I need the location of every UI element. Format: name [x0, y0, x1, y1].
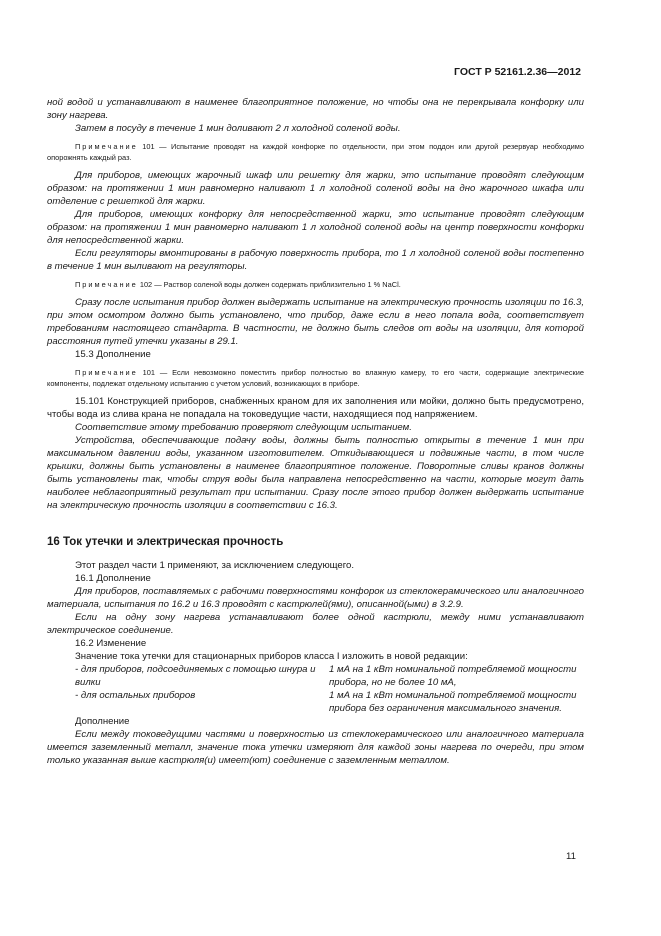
- subsection-heading: 16.2 Изменение: [75, 638, 147, 649]
- paragraph: Этот раздел части 1 применяют, за исключением следующего.: [75, 560, 355, 571]
- page-number: 11: [566, 851, 576, 862]
- page-content: [47, 96, 584, 767]
- leakage-table-row: [47, 689, 584, 715]
- paragraph: Сразу после испытания прибор должен выдержать испытание на электрическую прочность изоляции по 16.3, при этом осмотром должно быть установлено, что прибор, даже если в него попала вода, соответствует требованиям настоящего стандарта. В частности, не должно быть следов от воды на изоляции, для которой расстояния путей утечки указаны в 29.1.: [47, 297, 584, 347]
- paragraph: 15.101 Конструкцией приборов, снабженных краном для их заполнения или мойки, должно быть предусмотрено, чтобы вода из слива крана не попадала на токоведущие части, находящиеся под напряжением.: [47, 396, 584, 420]
- paragraph: Соответствие этому требованию проверяют следующим испытанием.: [75, 422, 412, 433]
- table-cell-left: - для остальных приборов: [75, 690, 196, 701]
- note-label: Примечание: [75, 142, 138, 151]
- paragraph: Затем в посуду в течение 1 мин доливают 2 л холодной соленой воды.: [75, 123, 401, 134]
- note-text: 101 — Если невозможно поместить прибор полностью во влажную камеру, то его части, содержащие электрические компоненты, подлежат отдельному испытанию с учетом условий, возникающих в приборе.: [47, 368, 584, 388]
- subsection-heading: 16.1 Дополнение: [75, 573, 151, 584]
- paragraph: Если на одну зону нагрева устанавливают более одной кастрюли, между ними устанавливают электрическое соединение.: [47, 612, 584, 636]
- note-label: Примечание: [75, 280, 138, 289]
- subsection-heading: Дополнение: [75, 716, 130, 727]
- paragraph: Если между токоведущими частями и поверхностью из стеклокерамического или аналогичного материала имеется заземленный металл, значение тока утечки измеряют для каждой зоны нагрева по очереди, при этом только указанная выше кастрюля(и) имеет(ют) соединение с заземленным металлом.: [47, 729, 584, 766]
- paragraph: Значение тока утечки для стационарных приборов класса I изложить в новой редакции:: [75, 651, 468, 662]
- note: [47, 279, 584, 290]
- paragraph: Если регуляторы вмонтированы в рабочую поверхность прибора, то 1 л холодной соленой воды постепенно в течение 1 мин выливают на регуляторы.: [47, 248, 584, 272]
- note: [47, 141, 584, 163]
- section-heading: 16 Ток утечки и электрическая прочность: [47, 536, 284, 548]
- subsection-heading: 15.3 Дополнение: [75, 349, 151, 360]
- paragraph: Для приборов, имеющих жарочный шкаф или решетку для жарки, это испытание проводят следующим образом: на протяжении 1 мин равномерно наливают 1 л холодной соленой воды на дно жарочного шкафа или отделение с решеткой для жарки.: [47, 170, 584, 207]
- document-header: ГОСТ Р 52161.2.36—2012: [454, 66, 581, 78]
- paragraph: Устройства, обеспечивающие подачу воды, должны быть полностью открыты в течение 1 мин при максимальном давлении воды, указанном изготовителем. Откидывающиеся и подвижные части, в том числе крышки, должны быть установлены в наименее благоприятное положение. Поворотные сливы кранов должны быть установлены так, чтобы струя воды была направлена непосредственно на части, которые могут дать наиболее неблагоприятный результат при испытании. Сразу после этого прибор должен выдержать испытание на электрическую прочность изоляции в соответствии с 16.3.: [47, 435, 584, 511]
- paragraph: Для приборов, имеющих конфорку для непосредственной жарки, это испытание проводят следующим образом: на протяжении 1 мин равномерно наливают 1 л холодной соленой воды на центр поверхности конфорки для непосредственной жарки.: [47, 209, 584, 246]
- table-cell-right: 1 мА на 1 кВт номинальной потребляемой мощности прибора без ограничения максимального значения.: [329, 690, 577, 714]
- table-cell-right: 1 мА на 1 кВт номинальной потребляемой мощности прибора, но не более 10 мА,: [329, 664, 577, 688]
- note: [47, 367, 584, 389]
- note-text: 102 — Раствор соленой воды должен содержать приблизительно 1 % NaCl.: [137, 280, 401, 289]
- table-cell-left: - для приборов, подсоединяемых с помощью шнура и вилки: [75, 664, 316, 688]
- paragraph: Для приборов, поставляемых с рабочими поверхностями конфорок из стеклокерамического или аналогичного материала, испытания по 16.2 и 16.3 проводят с кастрюлей(ями), описанной(ыми) в 3.2.9.: [47, 586, 584, 610]
- leakage-table-row: [47, 663, 584, 689]
- note-label: Примечание: [75, 368, 138, 377]
- note-text: 101 — Испытание проводят на каждой конфорке по отдельности, при этом поддон или другой резервуар необходимо опорожнять каждый раз.: [47, 142, 584, 162]
- paragraph: ной водой и устанавливают в наименее благоприятное положение, но чтобы она не перекрывала конфорку или зону нагрева.: [47, 97, 584, 121]
